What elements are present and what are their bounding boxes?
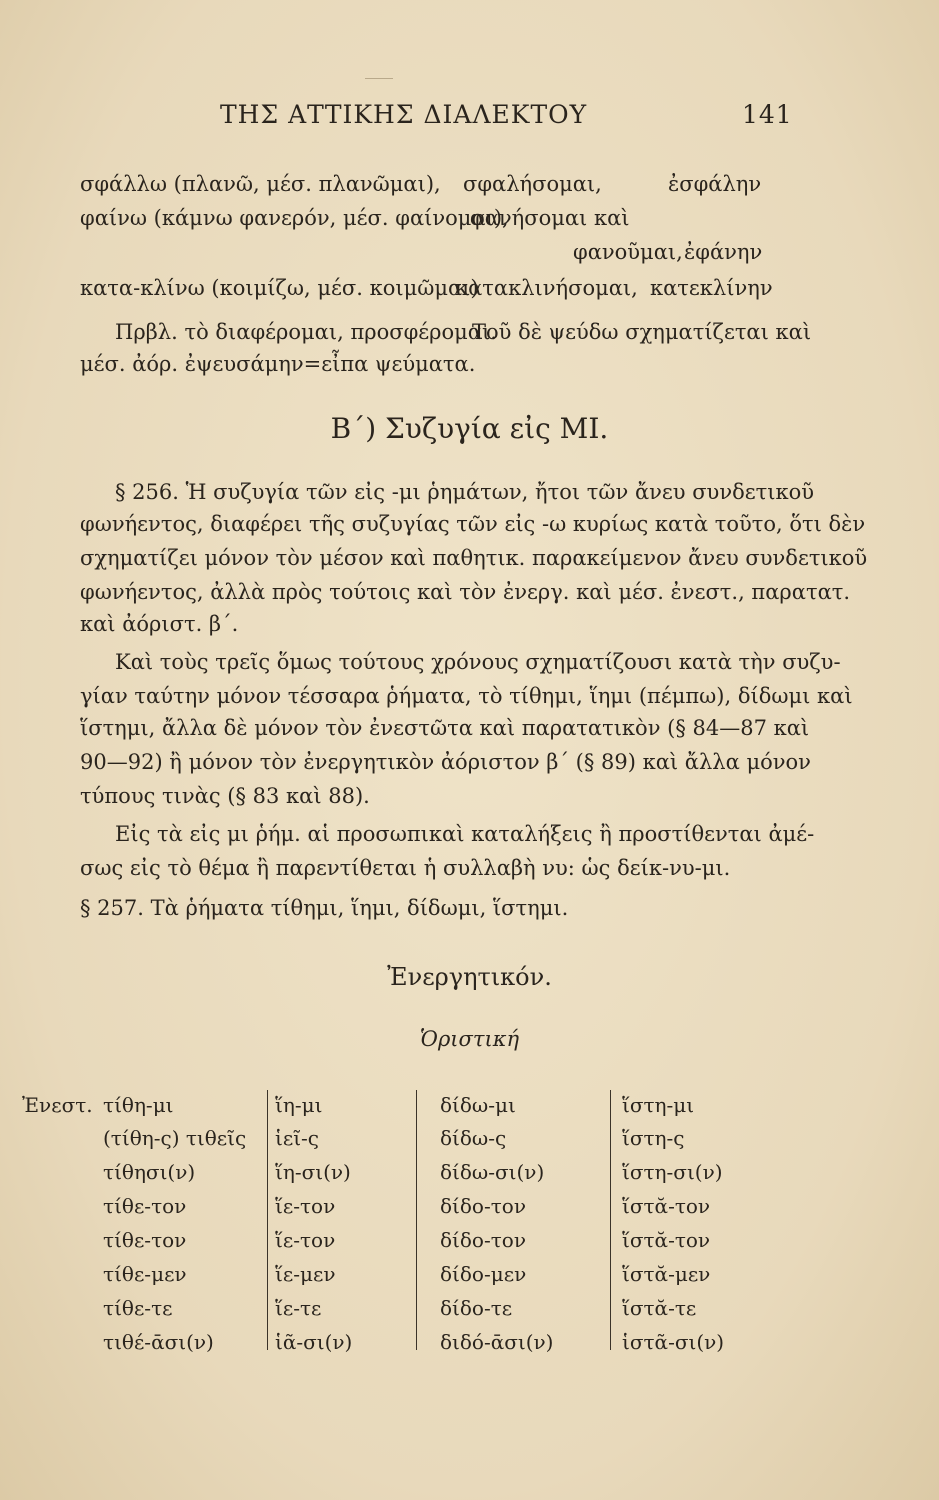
subheading-active: Ἐνεργητικόν. xyxy=(387,963,552,991)
table-cell: ἵστη-μι xyxy=(622,1093,695,1117)
table-cell: τίθε-τον xyxy=(103,1194,187,1218)
subheading-indicative: Ὁριστική xyxy=(419,1027,520,1051)
table-cell: ἵστᾰ-μεν xyxy=(622,1262,711,1286)
table-cell: τίθε-μεν xyxy=(103,1262,187,1286)
paragraph-line: σως εἰς τὸ θέμα ἢ παρεντίθεται ἡ συλλαβὴ νυ: ὡς δείκ-νυ-μι. xyxy=(80,856,731,880)
table-cell: (τίθη-ς) τιθεῖς xyxy=(103,1126,247,1150)
table-cell: ἵστᾰ-τε xyxy=(622,1296,697,1320)
table-cell: ἵη-μι xyxy=(275,1093,323,1117)
table-cell: δίδω-μι xyxy=(440,1093,516,1117)
table-cell: τίθησι(ν) xyxy=(103,1160,196,1184)
paragraph-line: τύπους τινὰς (§ 83 καὶ 88). xyxy=(80,784,370,808)
table-cell: ἵε-μεν xyxy=(275,1262,336,1286)
paragraph-line: φωνήεντος, ἀλλὰ πρὸς τούτοις καὶ τὸν ἐνεργ. καὶ μέσ. ἐνεστ., παρατατ. xyxy=(80,580,851,604)
verb-line: κατεκλίνην xyxy=(650,276,773,300)
table-cell: τιθέ-ᾱσι(ν) xyxy=(103,1330,214,1354)
verb-line: φανήσομαι καὶ xyxy=(470,206,630,230)
paragraph-line: φωνήεντος, διαφέρει τῆς συζυγίας τῶν εἰς -ω κυρίως κατὰ τοῦτο, ὅτι δὲν xyxy=(80,512,866,536)
verb-line: σφάλλω (πλανῶ, μέσ. πλανῶμαι), xyxy=(80,172,441,196)
paragraph-line: 90—92) ἢ μόνον τὸν ἐνεργητικὸν ἀόριστον β΄ (§ 89) καὶ ἄλλα μόνον xyxy=(80,750,811,774)
paragraph-line: § 257. Τὰ ῥήματα τίθημι, ἵημι, δίδωμι, ἵστημι. xyxy=(80,896,569,920)
table-cell: ἵε-τον xyxy=(275,1194,336,1218)
table-cell: ἵε-τε xyxy=(275,1296,322,1320)
running-header-title: ΤΗΣ ΑΤΤΙΚΗΣ ΔΙΑΛΕΚΤΟΥ xyxy=(220,100,588,129)
note-line: μέσ. ἀόρ. ἐψευσάμην=εἶπα ψεύματα. xyxy=(80,352,476,376)
table-cell: ἱᾶ-σι(ν) xyxy=(275,1330,353,1354)
table-cell: τίθε-τον xyxy=(103,1228,187,1252)
table-cell: ἵη-σι(ν) xyxy=(275,1160,351,1184)
table-divider xyxy=(267,1090,268,1350)
table-cell: ἵστᾰ-τον xyxy=(622,1228,711,1252)
table-cell: δίδω-ς xyxy=(440,1126,507,1150)
table-divider xyxy=(610,1090,611,1350)
note-line: Πρβλ. τὸ διαφέρομαι, προσφέρομαι. xyxy=(115,320,497,344)
paragraph-line: σχηματίζει μόνον τὸν μέσον καὶ παθητικ. παρακείμενον ἄνευ συνδετικοῦ xyxy=(80,546,868,570)
paragraph-line: ἵστημι, ἄλλα δὲ μόνον τὸν ἐνεστῶτα καὶ παρατατικὸν (§ 84—87 καὶ xyxy=(80,716,810,740)
table-cell: διδό-ᾱσι(ν) xyxy=(440,1330,554,1354)
table-cell: δίδω-σι(ν) xyxy=(440,1160,545,1184)
paragraph-line: Εἰς τὰ εἰς μι ῥήμ. αἱ προσωπικαὶ καταλήξεις ἢ προστίθενται ἀμέ- xyxy=(115,822,815,846)
table-cell: τίθε-τε xyxy=(103,1296,173,1320)
paragraph-line: Καὶ τοὺς τρεῖς ὅμως τούτους χρόνους σχηματίζουσι κατὰ τὴν συζυ- xyxy=(115,650,841,674)
note-line: Τοῦ δὲ ψεύδω σχηματίζεται καὶ xyxy=(472,320,812,344)
top-rule xyxy=(365,78,393,79)
table-cell: δίδο-μεν xyxy=(440,1262,527,1286)
table-cell: ἵστᾰ-τον xyxy=(622,1194,711,1218)
table-cell: δίδο-τον xyxy=(440,1194,526,1218)
table-cell: ἵε-τον xyxy=(275,1228,336,1252)
section-heading: Β΄) Συζυγία εἰς ΜΙ. xyxy=(330,412,609,445)
paragraph-line: γίαν ταύτην μόνον τέσσαρα ῥήματα, τὸ τίθημι, ἵημι (πέμπω), δίδωμι καὶ xyxy=(80,684,853,708)
table-cell: τίθη-μι xyxy=(103,1093,174,1117)
verb-line: φανοῦμαι, xyxy=(573,240,683,264)
verb-line: φαίνω (κάμνω φανερόν, μέσ. φαίνομαι), xyxy=(80,206,509,230)
page-number: 141 xyxy=(742,100,793,129)
verb-line: κατακλινήσομαι, xyxy=(455,276,638,300)
table-cell: ἱστᾶ-σι(ν) xyxy=(622,1330,725,1354)
table-cell: ἵστη-ς xyxy=(622,1126,685,1150)
table-cell: δίδο-τον xyxy=(440,1228,526,1252)
table-divider xyxy=(416,1090,417,1350)
paragraph-line: καὶ ἀόριστ. β΄. xyxy=(80,612,239,636)
table-cell: δίδο-τε xyxy=(440,1296,513,1320)
verb-line: ἐσφάλην xyxy=(668,172,762,196)
verb-line: σφαλήσομαι, xyxy=(463,172,602,196)
verb-line: ἐφάνην xyxy=(684,240,763,264)
tense-label: Ἐνεστ. xyxy=(22,1093,93,1117)
paragraph-line: § 256. Ἡ συζυγία τῶν εἰς -μι ῥημάτων, ἤτοι τῶν ἄνευ συνδετικοῦ xyxy=(115,480,814,504)
verb-line: κατα-κλίνω (κοιμίζω, μέσ. κοιμῶμαι) xyxy=(80,276,479,300)
table-cell: ἵστη-σι(ν) xyxy=(622,1160,723,1184)
table-cell: ἱεῖ-ς xyxy=(275,1126,320,1150)
